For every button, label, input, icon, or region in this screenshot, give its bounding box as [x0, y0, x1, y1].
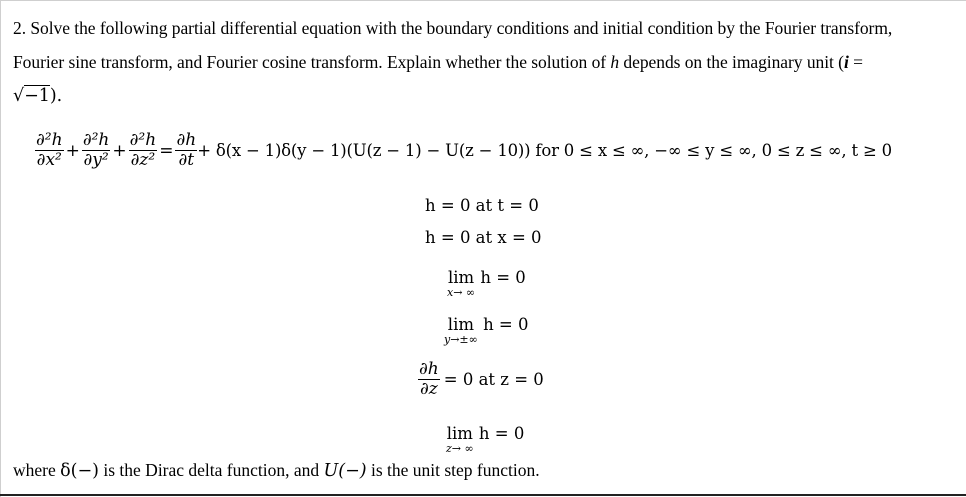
lim-word: lim [447, 315, 474, 334]
frac-numerator: ∂h [176, 130, 197, 150]
imaginary-unit: i [843, 52, 849, 72]
problem-line-2 [13, 52, 863, 73]
lim-subscript: z→ ∞ [446, 442, 474, 455]
plus-sign: + [112, 140, 127, 161]
delta-function: δ(−) [60, 461, 99, 481]
frame-top-border [0, 0, 966, 1]
lim-subscript: y→±∞ [444, 333, 478, 346]
limit-condition-z [446, 424, 524, 455]
frac-d2h-dx2 [35, 131, 64, 170]
pde-right-hand-side: + δ(x − 1)δ(y − 1)(U(z − 1) − U(z − 10)) for 0 ≤ x ≤ ∞, −∞ ≤ y ≤ ∞, 0 ≤ z ≤ ∞, t ≥ 0 [197, 141, 892, 160]
problem-line-1: 2. Solve the following partial differential equation with the boundary conditions and initial condition by the Fourier transform, [13, 18, 893, 38]
frac-numerator: ∂h [419, 359, 439, 379]
radicand: −1 [24, 86, 50, 106]
unit-step-function: U(−) [323, 461, 367, 481]
radical-sign: √ [13, 86, 25, 106]
frac-dh-dz [418, 360, 440, 399]
initial-condition: h = 0 at t = 0 [425, 196, 539, 215]
limit-operator [446, 424, 474, 455]
frac-denominator: ∂z [420, 379, 438, 399]
equals-sign: = [159, 140, 174, 161]
definitions-line [13, 460, 540, 481]
frac-denominator: ∂z² [130, 150, 156, 170]
limit-condition-y [444, 315, 529, 346]
boundary-condition-x0: h = 0 at x = 0 [425, 228, 542, 247]
definition-end-text: is the unit step function. [366, 460, 540, 480]
where-text: where [13, 460, 61, 480]
problem-line-2-text: Fourier sine transform, and Fourier cosine transform. Explain whether the solution of [13, 52, 611, 72]
limit-expression: h = 0 [483, 315, 529, 334]
frac-numerator: ∂²h [82, 130, 110, 150]
problem-line-2-equals: = [848, 52, 863, 72]
limit-expression: h = 0 [480, 268, 526, 287]
frac-denominator: ∂y² [83, 150, 109, 170]
frac-d2h-dy2 [82, 131, 111, 170]
variable-h: h [610, 52, 620, 72]
lim-word: lim [447, 268, 475, 287]
frame-bottom-border [0, 494, 966, 496]
lim-subscript: x→ ∞ [447, 286, 476, 299]
frac-denominator: ∂t [175, 150, 197, 170]
neumann-condition-z0 [418, 360, 544, 399]
frac-denominator: ∂x² [36, 150, 62, 170]
frac-dh-dt [175, 131, 197, 170]
problem-line-2-text-b: depends on the imaginary unit ( [619, 52, 844, 72]
limit-expression: h = 0 [478, 424, 525, 443]
limit-operator [447, 268, 475, 299]
frame-left-border [0, 0, 1, 497]
condition-expression: = 0 at z = 0 [443, 370, 544, 389]
limit-condition-x [447, 268, 526, 299]
closing-paren: ). [49, 86, 63, 106]
lim-word: lim [446, 424, 473, 443]
frac-numerator: ∂²h [36, 130, 63, 150]
frac-numerator: ∂²h [129, 130, 157, 150]
problem-line-3 [13, 86, 62, 107]
definition-text: is the Dirac delta function, and [99, 460, 324, 480]
pde-equation [35, 131, 892, 170]
plus-sign: + [65, 140, 80, 161]
limit-operator [444, 315, 478, 346]
frac-d2h-dz2 [129, 131, 158, 170]
